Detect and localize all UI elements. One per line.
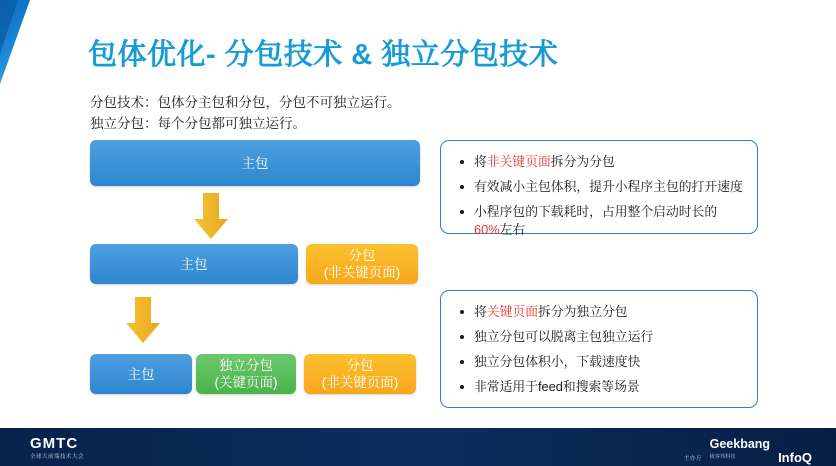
bullet-4-highlight: 关键页面	[486, 304, 538, 319]
list-item	[459, 153, 741, 171]
bullet-1-highlight: 非关键页面	[486, 154, 551, 169]
diagram-box-sub-row3-line1: 分包	[346, 358, 374, 373]
bullet-3-highlight: 60%	[474, 222, 500, 237]
diagram-box-main-row2: 主包	[90, 244, 298, 284]
diagram-box-independent-row3	[196, 354, 296, 394]
bullet-6-pre: 独立分包体积小，下载速度快	[474, 354, 641, 369]
bullet-1-post: 拆分为分包	[550, 154, 615, 169]
subtitle-line-2: 独立分包：每个分包都可独立运行。	[90, 116, 306, 131]
list-item	[459, 303, 741, 321]
geekbang-logo-text: Geekbang	[709, 437, 771, 451]
list-item	[459, 328, 741, 346]
page-title: 包体优化- 分包技术 & 独立分包技术	[88, 39, 559, 71]
callout-subpackage-benefits	[440, 140, 758, 237]
bullet-5-pre: 独立分包可以脱离主包独立运行	[474, 329, 654, 344]
bullet-3-post: 左右	[499, 222, 526, 237]
diagram-box-sub-row2	[306, 244, 418, 284]
bullet-7-pre: 非常适用于feed和搜索等场景	[474, 379, 640, 394]
diagram-box-sub-row2-line1: 分包	[348, 248, 376, 263]
bullet-4-pre: 将	[474, 304, 487, 319]
subtitle-block	[90, 92, 401, 134]
diagram-box-independent-row3-line2: (关键页面)	[214, 375, 278, 390]
diagram-box-sub-row3-line2: (非关键页面)	[321, 375, 399, 390]
list-item	[459, 378, 741, 396]
footer-bar	[0, 428, 836, 466]
bullet-4-post: 拆分为独立分包	[537, 304, 628, 319]
geekbang-logo	[710, 438, 770, 464]
subtitle-line-1: 分包技术：包体分主包和分包，分包不可独立运行。	[90, 95, 401, 110]
geekbang-logo-sub: 极客邦科技	[709, 454, 736, 460]
list-item	[459, 178, 741, 196]
gmtc-logo-tagline: 全球大前端技术大会	[30, 454, 85, 460]
callout-independent-subpackage-benefits	[440, 290, 758, 408]
diagram-box-main-full: 主包	[90, 140, 420, 186]
list-item	[459, 203, 741, 239]
gmtc-logo	[30, 436, 84, 461]
host-label: 主办方	[683, 456, 702, 462]
bullet-3-pre: 小程序包的下载耗时，占用整个启动时长的	[474, 204, 718, 219]
diagram-box-independent-row3-line1: 独立分包	[219, 358, 273, 373]
down-arrow-icon-1	[194, 193, 228, 239]
down-arrow-icon-2	[126, 297, 160, 343]
infoq-logo: InfoQ	[778, 450, 812, 465]
bullet-1-pre: 将	[474, 154, 487, 169]
diagram-box-sub-row2-line2: (非关键页面)	[323, 265, 401, 280]
diagram-box-sub-row3	[304, 354, 416, 394]
diagram-box-main-row3: 主包	[90, 354, 192, 394]
bullet-2-pre: 有效减小主包体积，提升小程序主包的打开速度	[474, 179, 743, 194]
footer-sponsors	[684, 438, 812, 464]
list-item	[459, 353, 741, 371]
gmtc-logo-mark: GMTC	[30, 435, 79, 452]
